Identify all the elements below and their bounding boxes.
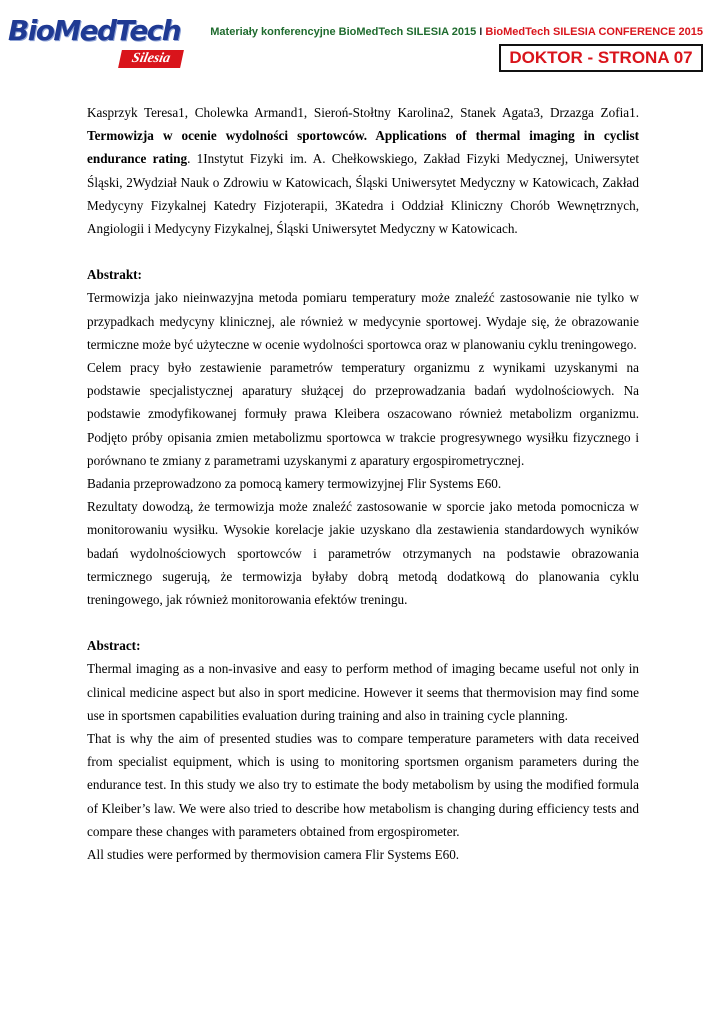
article-body <box>87 101 639 866</box>
article-citation <box>87 101 639 240</box>
page-label-box: DOKTOR - STRONA 07 <box>499 44 703 72</box>
affiliations: . 1Instytut Fizyki im. A. Chełkowskiego, Zakład Fizyki Medycznej, Uniwersytet Śląski, 2Wydział Nauk o Zdrowiu w Katowicach, Śląski Uniwersytet Medyczny w Katowicach, Zakład Medycyny Fizykalnej Katedry Fizjoterapii, 3Katedra i Oddział Kliniczny Chorób Wewnętrznych, Angiologii i Medycyny Fizykalnej, Śląski Uniwersytet Medyczny w Katowicach. <box>87 151 639 237</box>
article-title: Termowizja w ocenie wydolności sportowców. Applications of thermal imaging in cyclist endurance rating <box>87 128 639 167</box>
conference-title-pl: Materiały konferencyjne BioMedTech SILESIA 2015 <box>210 26 477 38</box>
abstract-paragraph: All studies were performed by thermovision camera Flir Systems E60. <box>87 847 460 863</box>
page-header <box>0 0 725 80</box>
biomedtech-logo <box>8 14 186 70</box>
conference-title <box>210 26 703 38</box>
authors: Kasprzyk Teresa1, Cholewka Armand1, Sieroń-Stołtny Karolina2, Stanek Agata3, Drzazga Zofia1. <box>87 105 639 120</box>
logo-subtitle: Silesia <box>118 50 184 68</box>
logo-wordmark: BioMedTech <box>8 14 181 47</box>
abstrakt-paragraph: Badania przeprowadzono za pomocą kamery termowizyjnej Flir Systems E60. <box>87 476 502 492</box>
conference-title-en: BioMedTech SILESIA CONFERENCE 2015 <box>485 26 703 38</box>
abstrakt-paragraph: Celem pracy było zestawienie parametrów temperatury organizmu z wynikami uzyskanymi na podstawie specjalistycznej aparatury służącej do przeprowadzania badań wydolnościowych. Na podstawie zmodyfikowanej formuły prawa Kleibera oszacowano również metabolizm organizmu. Podjęto próby opisania zmien metabolizmu sportowca w trakcie progresywnego wysiłku fizycznego i porównano te zmiany z parametrami uzyskanymi z aparatury ergospirometrycznej. <box>87 360 639 468</box>
abstract-heading: Abstract: <box>87 638 141 654</box>
abstrakt-paragraph: Termowizja jako nieinwazyjna metoda pomiaru temperatury może znaleźć zastosowanie nie tylko w przypadkach medycyny klinicznej, ale również w medycynie sportowej. Wydaje się, że obrazowanie termiczne może być użyteczne w ocenie wydolności sportowca oraz w planowaniu cyklu treningowego. <box>87 290 639 352</box>
abstrakt-heading: Abstrakt: <box>87 267 142 283</box>
abstrakt-paragraph: Rezultaty dowodzą, że termowizja może znaleźć zastosowanie w sporcie jako metoda pomocnicza w monitorowaniu wysiłku. Wysokie korelacje jakie uzyskano dla zestawienia standardowych wyników badań wydolnościowych sportowców i parametrów otrzymanych na podstawie obrazowania termicznego sugerują, że termowizja byłaby dobrą metodą dodatkową do planowania cyklu treningowego, jak również monitorowania efektów treningu. <box>87 499 639 608</box>
conference-separator: I <box>479 26 483 38</box>
abstract-paragraph: That is why the aim of presented studies was to compare temperature parameters with data received from specialist equipment, which is using to monitoring sportsmen organism parameters during the endurance test. In this study we also try to estimate the body metabolism by using the modified formula of Kleiber’s law. We were also tried to describe how metabolism is changing during efficiency tests and compare these changes with parameters obtained from ergospirometer. <box>87 731 639 839</box>
abstract-paragraph: Thermal imaging as a non-invasive and easy to perform method of imaging became useful not only in clinical medicine aspect but also in sport medicine. However it seems that thermovision may find some use in sportsmen capabilities evaluation during training and also in training cycle planning. <box>87 661 639 723</box>
